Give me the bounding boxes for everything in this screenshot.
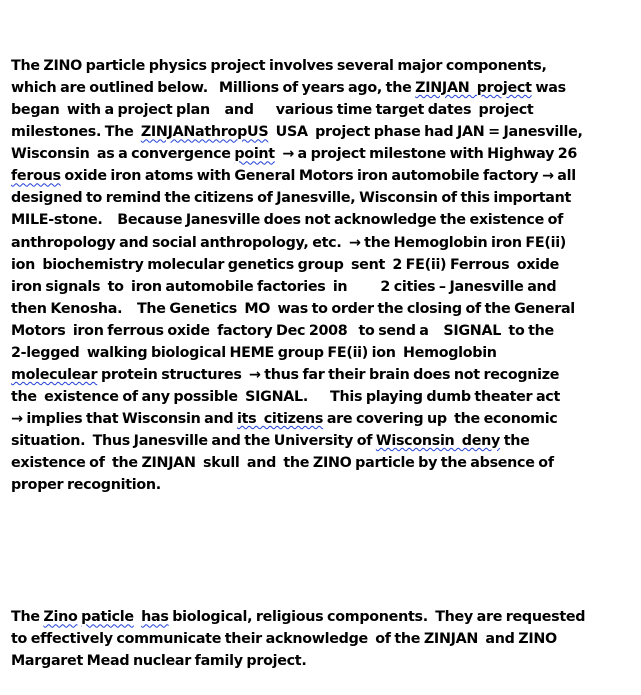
text-segment: → implies that Wisconsin and — [11, 410, 238, 427]
text-line: iron signals to iron automobile factories in 2 cities – Janesville and — [11, 278, 557, 295]
text-line: began with a project plan and various time target dates project — [11, 102, 534, 119]
paragraph-2 — [11, 606, 639, 672]
text-line: proper recognition. — [11, 477, 161, 494]
text-segment: biological, religious components. They are requested — [168, 609, 586, 626]
text-line: the existence of any possible SIGNAL. This playing dumb theater act — [11, 388, 561, 405]
spellcheck-flagged-word: ferous — [11, 168, 61, 185]
spellcheck-flagged-word: ZINJANathropUS — [140, 124, 269, 141]
spellcheck-flagged-word: moleculear — [11, 366, 98, 383]
text-segment: protein structures → thus far their brain does not recognize — [97, 366, 560, 383]
text-line: The ZINO particle physics project involves several major components, — [11, 58, 547, 75]
text-line — [11, 165, 639, 187]
text-segment: The — [11, 609, 44, 626]
text-line: designed to remind the citizens of Janesville, Wisconsin of this important — [11, 190, 572, 207]
text-line — [11, 408, 639, 430]
text-segment: the — [500, 432, 530, 449]
spellcheck-flagged-word: Zino — [43, 609, 78, 626]
spellcheck-flagged-word: ZINJAN project — [415, 80, 532, 97]
text-segment: situation. Thus Janesville and the University of — [11, 432, 376, 449]
text-segment: are covering up the economic — [323, 410, 558, 427]
text-line: 2-legged walking biological HEME group FE(ii) ion Hemoglobin — [11, 344, 497, 361]
spellcheck-flagged-word: paticle — [81, 609, 134, 626]
text-line — [11, 430, 639, 452]
text-segment: oxide iron atoms with General Motors iron automobile factory → all — [60, 168, 576, 185]
text-line — [11, 143, 639, 165]
spellcheck-flagged-word: Wisconsin deny — [375, 432, 501, 449]
paragraph-spacer — [11, 540, 639, 562]
text-segment: USA project phase had JAN = Janesville, — [268, 124, 583, 141]
text-line: to effectively communicate their acknowledge of the ZINJAN and ZINO — [11, 631, 557, 648]
text-segment — [134, 609, 141, 625]
text-line — [11, 77, 639, 99]
text-line: MILE-stone. Because Janesville does not acknowledge the existence of — [11, 212, 564, 229]
text-line: then Kenosha. The Genetics MO was to order the closing of the General — [11, 300, 575, 317]
text-segment: was — [531, 80, 566, 97]
text-line: anthropology and social anthropology, etc. → the Hemoglobin iron FE(ii) — [11, 234, 567, 251]
text-line: existence of the ZINJAN skull and the ZINO particle by the absence of — [11, 454, 554, 471]
spellcheck-flagged-word: has — [141, 609, 169, 626]
spellcheck-flagged-word: its citizens — [237, 410, 324, 427]
text-line — [11, 364, 639, 386]
text-segment: Wisconsin as a convergence — [11, 146, 235, 163]
text-line: Motors iron ferrous oxide factory Dec 2008 to send a SIGNAL to the — [11, 322, 554, 339]
text-line: ion biochemistry molecular genetics group sent 2 FE(ii) Ferrous oxide — [11, 256, 560, 273]
text-segment: milestones. The — [11, 124, 141, 141]
paragraph-1 — [11, 55, 639, 496]
text-segment: which are outlined below. Millions of years ago, the — [11, 80, 416, 97]
spellcheck-flagged-word: point — [234, 146, 275, 163]
text-line — [11, 606, 639, 628]
document-body — [11, 11, 639, 695]
text-line — [11, 121, 639, 143]
text-line: Margaret Mead nuclear family project. — [11, 653, 307, 670]
text-segment: → a project milestone with Highway 26 — [274, 146, 578, 163]
